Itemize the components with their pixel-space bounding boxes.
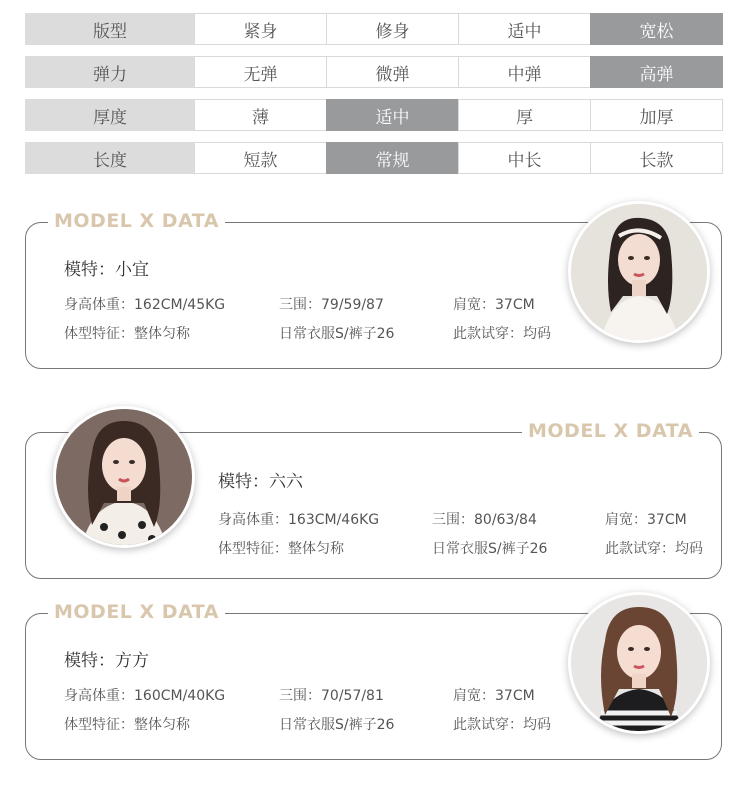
daily-size: 日常衣服S/裤子26 [279,717,395,733]
shoulder-width: 肩宽：37CM [605,512,687,528]
trial-size: 此款试穿：均码 [605,541,703,557]
shoulder-width: 肩宽：37CM [453,297,535,313]
daily-size: 日常衣服S/裤子26 [432,541,548,557]
option-cell: 薄 [194,99,327,131]
option-cell: 短款 [194,142,327,174]
row-label: 长度 [25,142,195,174]
option-cell: 微弹 [326,56,459,88]
model-name-row [64,255,149,280]
option-cell: 适中 [458,13,591,45]
option-cell: 长款 [590,142,723,174]
trial-size: 此款试穿：均码 [453,717,551,733]
model-data-tag: MODEL X DATA [522,419,699,443]
model-name-label: 模特： [64,260,115,280]
size-row-fit [25,13,723,45]
model-name-row [64,646,149,671]
option-cell: 修身 [326,13,459,45]
daily-size: 日常衣服S/裤子26 [279,326,395,342]
option-cell: 中弹 [458,56,591,88]
option-cell-selected: 高弹 [590,56,723,88]
model-3-photo [568,592,710,734]
body-type: 体型特征：整体匀称 [64,326,190,342]
model-name-label: 模特： [64,651,115,671]
row-label: 厚度 [25,99,195,131]
option-cell-selected: 适中 [326,99,459,131]
row-label: 弹力 [25,56,195,88]
body-type: 体型特征：整体匀称 [218,541,344,557]
model-1-photo [568,201,710,343]
height-weight: 身高体重：160CM/40KG [64,688,226,704]
model-name-row [218,467,303,492]
height-weight: 身高体重：163CM/46KG [218,512,380,528]
option-cell-selected: 宽松 [590,13,723,45]
model-data-tag: MODEL X DATA [48,209,225,233]
option-cell: 紧身 [194,13,327,45]
model-2-photo [53,406,195,548]
body-type: 体型特征：整体匀称 [64,717,190,733]
option-cell: 无弹 [194,56,327,88]
measurements: 三围：70/57/81 [279,688,384,704]
model-name-label: 模特： [218,472,269,492]
size-table [25,13,723,185]
height-weight: 身高体重：162CM/45KG [64,297,226,313]
size-row-thickness [25,99,723,131]
option-cell: 厚 [458,99,591,131]
trial-size: 此款试穿：均码 [453,326,551,342]
model-data-tag: MODEL X DATA [48,600,225,624]
size-row-elasticity [25,56,723,88]
model-name: 六六 [269,472,303,492]
measurements: 三围：80/63/84 [432,512,537,528]
row-label: 版型 [25,13,195,45]
measurements: 三围：79/59/87 [279,297,384,313]
shoulder-width: 肩宽：37CM [453,688,535,704]
model-name: 小宜 [115,260,149,280]
option-cell-selected: 常规 [326,142,459,174]
size-row-length [25,142,723,174]
option-cell: 中长 [458,142,591,174]
model-name: 方方 [115,651,149,671]
option-cell: 加厚 [590,99,723,131]
